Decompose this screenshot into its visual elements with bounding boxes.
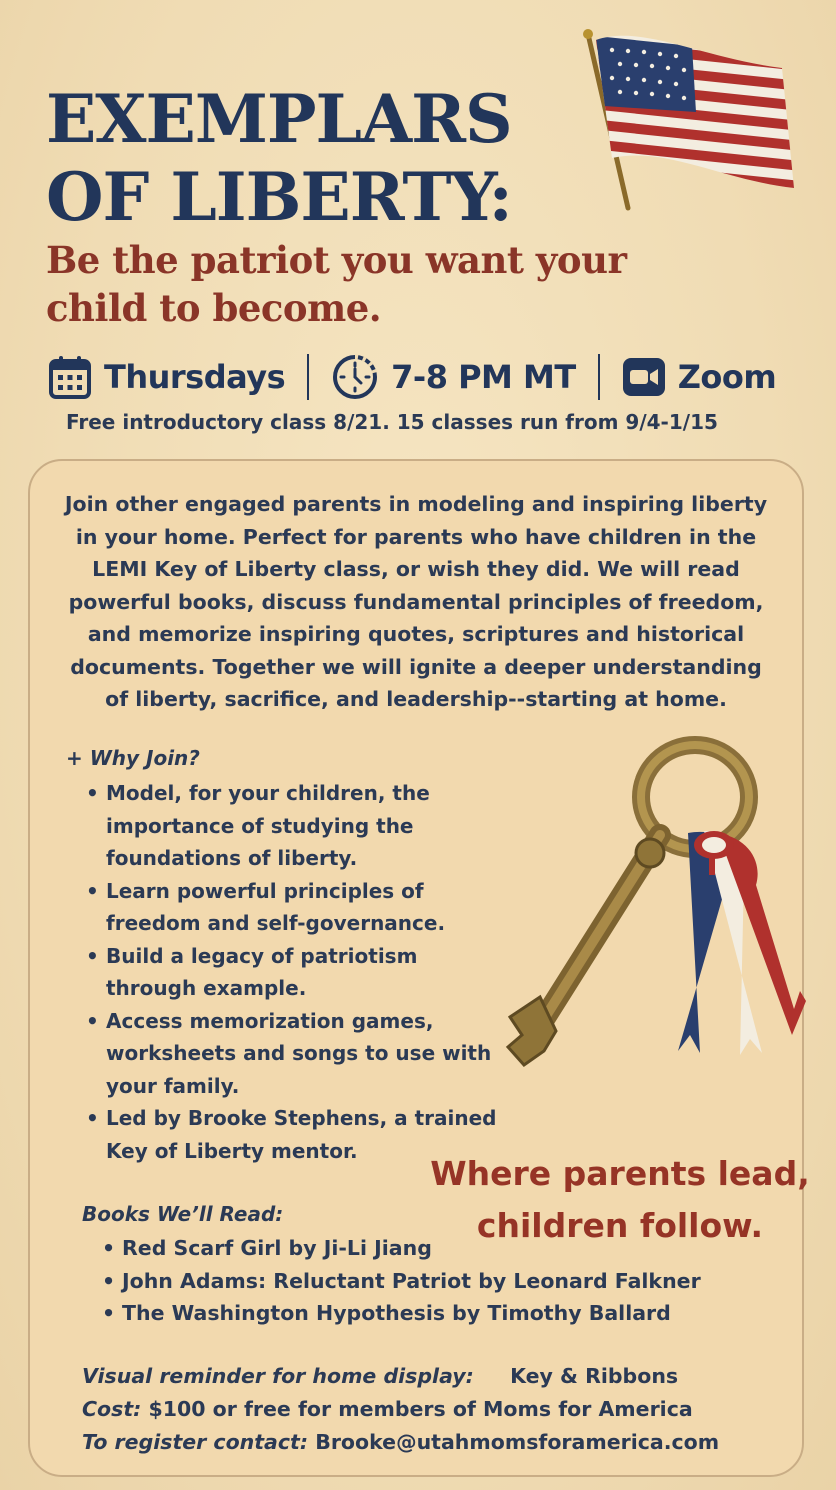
list-item-line: importance of studying the <box>106 813 414 838</box>
meeting-info-row <box>48 350 808 404</box>
intro-line: powerful books, discuss fundamental principles of freedom, <box>68 589 764 614</box>
visual-reminder-label: Visual reminder for home display: <box>82 1364 474 1388</box>
list-item-line: through example. <box>106 976 307 1000</box>
intro-line: in your home. Perfect for parents who have children in the <box>75 524 757 549</box>
page-title <box>46 80 512 236</box>
list-item-line: Learn powerful principles of <box>106 878 424 903</box>
subtitle-line-1: Be the patriot you want your <box>46 238 627 282</box>
book-item: • John Adams: Reluctant Patriot by Leonard Falkner <box>100 1265 800 1298</box>
tagline-line: Where parents lead, <box>430 1154 810 1193</box>
visual-reminder-line <box>82 1364 678 1388</box>
list-item <box>84 1005 514 1103</box>
divider <box>307 354 309 400</box>
register-line <box>82 1430 719 1454</box>
title-line-1: EXEMPLARS <box>46 80 512 158</box>
list-item <box>84 875 514 940</box>
meeting-time <box>331 353 576 401</box>
list-item <box>84 940 514 1005</box>
cost-line <box>82 1397 693 1421</box>
books-list <box>100 1232 800 1330</box>
cost-label: Cost: <box>82 1397 142 1421</box>
tagline-line: children follow. <box>476 1206 764 1245</box>
list-item-line: foundations of liberty. <box>106 846 358 870</box>
subtitle-line-2: child to become. <box>46 286 382 330</box>
meeting-platform-text: Zoom <box>677 358 777 396</box>
books-heading: Books We’ll Read: <box>82 1202 284 1226</box>
why-join-list <box>84 777 514 1167</box>
cost-value: $100 or free for members of Moms for America <box>148 1397 693 1421</box>
list-item-line: Build a legacy of patriotism <box>106 943 418 968</box>
meeting-time-text: 7-8 PM MT <box>391 358 576 396</box>
register-label: To register contact: <box>82 1430 309 1454</box>
list-item-line: Key of Liberty mentor. <box>106 1138 358 1163</box>
meeting-day-text: Thursdays <box>104 358 286 396</box>
register-email[interactable]: Brooke@utahmomsforamerica.com <box>315 1430 720 1454</box>
american-flag-image <box>582 28 802 213</box>
why-join-heading: + Why Join? <box>66 746 200 770</box>
list-item-line: Model, for your children, the <box>106 781 430 805</box>
intro-line: and memorize inspiring quotes, scriptures and historical <box>87 622 745 646</box>
list-item-line: worksheets and songs to use with <box>106 1041 492 1065</box>
meeting-day <box>48 354 285 400</box>
intro-line: documents. Together we will ignite a deeper understanding <box>70 654 762 679</box>
title-line-2: OF LIBERTY: <box>46 158 512 236</box>
book-item: • The Washington Hypothesis by Timothy Ballard <box>100 1297 800 1330</box>
key-with-ribbons-image <box>500 735 810 1075</box>
list-item-line: Access memorization games, <box>106 1008 434 1033</box>
meeting-platform <box>622 357 777 397</box>
visual-reminder-value: Key & Ribbons <box>510 1364 679 1388</box>
divider <box>598 354 600 400</box>
book-item: • Red Scarf Girl by Ji-Li Jiang <box>100 1232 800 1265</box>
list-item-line: your family. <box>106 1073 240 1098</box>
video-camera-icon <box>622 357 666 397</box>
page-subtitle <box>46 236 626 332</box>
list-item-line: freedom and self-governance. <box>106 911 446 935</box>
intro-line: Join other engaged parents in modeling and inspiring liberty <box>64 492 768 516</box>
list-item <box>84 777 514 875</box>
calendar-icon <box>48 354 92 400</box>
clock-icon <box>331 353 379 401</box>
list-item-line: Led by Brooke Stephens, a trained <box>106 1106 497 1130</box>
intro-line: LEMI Key of Liberty class, or wish they did. We will read <box>92 557 740 581</box>
schedule-text: Free introductory class 8/21. 15 classes run from 9/4-1/15 <box>66 410 718 434</box>
intro-line: of liberty, sacrifice, and leadership--starting at home. <box>105 687 727 711</box>
intro-paragraph <box>56 488 776 716</box>
